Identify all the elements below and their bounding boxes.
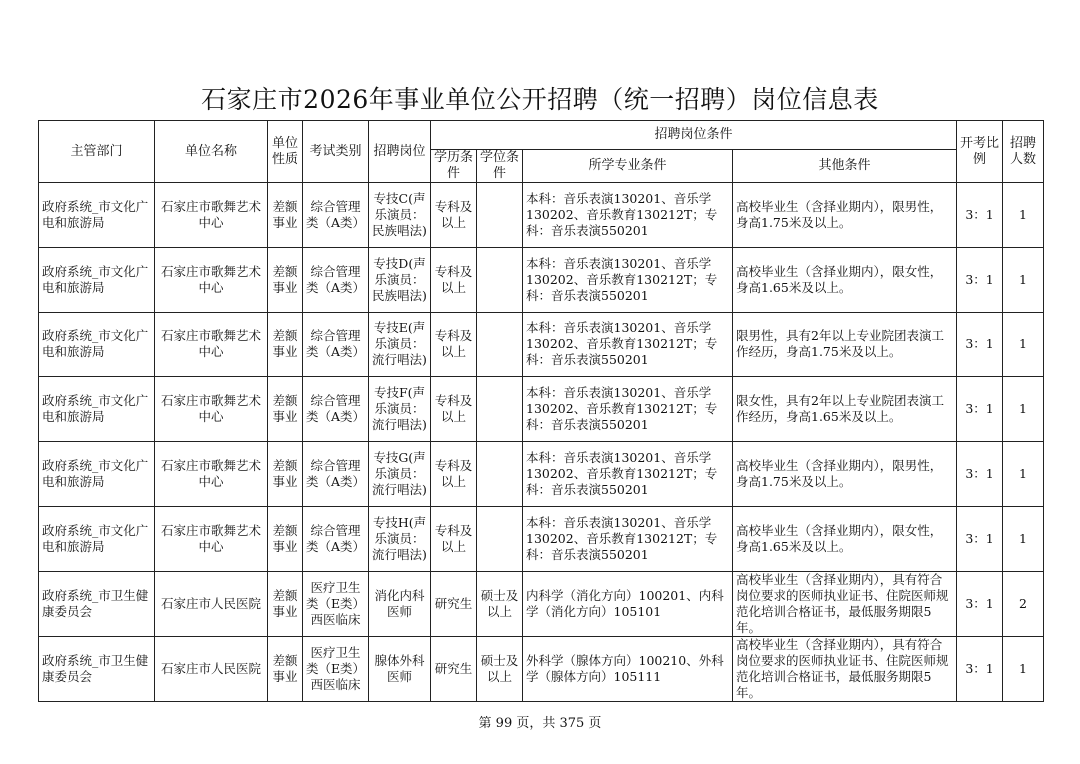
- position-cell: 腺体外科医师: [369, 636, 431, 701]
- header-position: 招聘岗位: [369, 121, 431, 183]
- ratio-cell: 3：1: [957, 377, 1003, 442]
- unit-cell: 石家庄市歌舞艺术中心: [155, 506, 268, 571]
- ratio-cell: 3：1: [957, 442, 1003, 507]
- edu-cell: 专科及以上: [431, 377, 477, 442]
- major-cell: 本科：音乐表演130201、音乐学130202、音乐教育130212T；专科：音乐表演550201: [523, 442, 733, 507]
- unit-cell: 石家庄市歌舞艺术中心: [155, 183, 268, 248]
- position-cell: 专技C(声乐演员：民族唱法): [369, 183, 431, 248]
- unit-cell: 石家庄市歌舞艺术中心: [155, 377, 268, 442]
- count-cell: 2: [1003, 571, 1044, 636]
- header-edu: 学历条件: [431, 150, 477, 183]
- count-cell: 1: [1003, 506, 1044, 571]
- header-count: 招聘人数: [1003, 121, 1044, 183]
- count-cell: 1: [1003, 312, 1044, 377]
- unit-cell: 石家庄市人民医院: [155, 636, 268, 701]
- exam-cell: 综合管理类（A类）: [303, 442, 369, 507]
- dept-cell: 政府系统_市文化广电和旅游局: [39, 247, 155, 312]
- major-cell: 本科：音乐表演130201、音乐学130202、音乐教育130212T；专科：音乐表演550201: [523, 183, 733, 248]
- count-cell: 1: [1003, 442, 1044, 507]
- header-other: 其他条件: [733, 150, 957, 183]
- table-row: [39, 636, 1044, 701]
- count-cell: 1: [1003, 636, 1044, 701]
- degree-cell: 硕士及以上: [477, 571, 523, 636]
- dept-cell: 政府系统_市文化广电和旅游局: [39, 442, 155, 507]
- ratio-cell: 3：1: [957, 183, 1003, 248]
- edu-cell: 研究生: [431, 571, 477, 636]
- position-cell: 专技D(声乐演员：民族唱法): [369, 247, 431, 312]
- other-cell: 高校毕业生（含择业期内），限女性，身高1.65米及以上。: [733, 247, 957, 312]
- major-cell: 本科：音乐表演130201、音乐学130202、音乐教育130212T；专科：音乐表演550201: [523, 312, 733, 377]
- nature-cell: 差额事业: [268, 312, 303, 377]
- degree-cell: 硕士及以上: [477, 636, 523, 701]
- degree-cell: [477, 183, 523, 248]
- edu-cell: 研究生: [431, 636, 477, 701]
- exam-cell: 综合管理类（A类）: [303, 247, 369, 312]
- table-body: [39, 183, 1044, 702]
- edu-cell: 专科及以上: [431, 247, 477, 312]
- nature-cell: 差额事业: [268, 247, 303, 312]
- count-cell: 1: [1003, 183, 1044, 248]
- dept-cell: 政府系统_市文化广电和旅游局: [39, 377, 155, 442]
- ratio-cell: 3：1: [957, 636, 1003, 701]
- major-cell: 本科：音乐表演130201、音乐学130202、音乐教育130212T；专科：音乐表演550201: [523, 377, 733, 442]
- other-cell: 高校毕业生（含择业期内），具有符合岗位要求的医师执业证书、住院医师规范化培训合格证书，最低服务期限5年。: [733, 636, 957, 701]
- edu-cell: 专科及以上: [431, 312, 477, 377]
- header-dept: 主管部门: [39, 121, 155, 183]
- edu-cell: 专科及以上: [431, 183, 477, 248]
- major-cell: 本科：音乐表演130201、音乐学130202、音乐教育130212T；专科：音乐表演550201: [523, 506, 733, 571]
- header-degree: 学位条件: [477, 150, 523, 183]
- position-cell: 专技E(声乐演员：流行唱法): [369, 312, 431, 377]
- position-cell: 专技G(声乐演员：流行唱法): [369, 442, 431, 507]
- table-row: [39, 442, 1044, 507]
- ratio-cell: 3：1: [957, 247, 1003, 312]
- recruitment-table: [38, 120, 1044, 702]
- major-cell: 本科：音乐表演130201、音乐学130202、音乐教育130212T；专科：音乐表演550201: [523, 247, 733, 312]
- ratio-cell: 3：1: [957, 506, 1003, 571]
- dept-cell: 政府系统_市卫生健康委员会: [39, 636, 155, 701]
- table-header-row: [39, 121, 1044, 150]
- table-row: [39, 506, 1044, 571]
- position-cell: 消化内科医师: [369, 571, 431, 636]
- header-ratio: 开考比例: [957, 121, 1003, 183]
- nature-cell: 差额事业: [268, 571, 303, 636]
- exam-cell: 综合管理类（A类）: [303, 506, 369, 571]
- edu-cell: 专科及以上: [431, 442, 477, 507]
- header-conditions: 招聘岗位条件: [431, 121, 957, 150]
- exam-cell: 医疗卫生类（E类）西医临床: [303, 636, 369, 701]
- nature-cell: 差额事业: [268, 636, 303, 701]
- other-cell: 限男性，具有2年以上专业院团表演工作经历，身高1.75米及以上。: [733, 312, 957, 377]
- unit-cell: 石家庄市歌舞艺术中心: [155, 247, 268, 312]
- nature-cell: 差额事业: [268, 377, 303, 442]
- page-footer: 第 99 页，共 375 页: [478, 716, 602, 731]
- major-cell: 内科学（消化方向）100201、内科学（消化方向）105101: [523, 571, 733, 636]
- header-major: 所学专业条件: [523, 150, 733, 183]
- unit-cell: 石家庄市歌舞艺术中心: [155, 442, 268, 507]
- table-row: [39, 571, 1044, 636]
- table-row: [39, 183, 1044, 248]
- position-cell: 专技F(声乐演员：流行唱法): [369, 377, 431, 442]
- dept-cell: 政府系统_市文化广电和旅游局: [39, 183, 155, 248]
- unit-cell: 石家庄市歌舞艺术中心: [155, 312, 268, 377]
- other-cell: 高校毕业生（含择业期内），限女性，身高1.65米及以上。: [733, 506, 957, 571]
- degree-cell: [477, 506, 523, 571]
- table-row: [39, 312, 1044, 377]
- edu-cell: 专科及以上: [431, 506, 477, 571]
- header-exam: 考试类别: [303, 121, 369, 183]
- major-cell: 外科学（腺体方向）100210、外科学（腺体方向）105111: [523, 636, 733, 701]
- other-cell: 高校毕业生（含择业期内），限男性，身高1.75米及以上。: [733, 183, 957, 248]
- exam-cell: 医疗卫生类（E类）西医临床: [303, 571, 369, 636]
- position-cell: 专技H(声乐演员：流行唱法): [369, 506, 431, 571]
- nature-cell: 差额事业: [268, 506, 303, 571]
- other-cell: 高校毕业生（含择业期内），具有符合岗位要求的医师执业证书、住院医师规范化培训合格证书，最低服务期限5年。: [733, 571, 957, 636]
- ratio-cell: 3：1: [957, 571, 1003, 636]
- degree-cell: [477, 377, 523, 442]
- ratio-cell: 3：1: [957, 312, 1003, 377]
- count-cell: 1: [1003, 377, 1044, 442]
- degree-cell: [477, 247, 523, 312]
- degree-cell: [477, 312, 523, 377]
- page-title: 石家庄市2026年事业单位公开招聘（统一招聘）岗位信息表: [201, 85, 879, 114]
- other-cell: 限女性，具有2年以上专业院团表演工作经历，身高1.65米及以上。: [733, 377, 957, 442]
- exam-cell: 综合管理类（A类）: [303, 312, 369, 377]
- other-cell: 高校毕业生（含择业期内），限男性，身高1.75米及以上。: [733, 442, 957, 507]
- unit-cell: 石家庄市人民医院: [155, 571, 268, 636]
- count-cell: 1: [1003, 247, 1044, 312]
- exam-cell: 综合管理类（A类）: [303, 183, 369, 248]
- dept-cell: 政府系统_市文化广电和旅游局: [39, 312, 155, 377]
- table-row: [39, 247, 1044, 312]
- header-nature: 单位性质: [268, 121, 303, 183]
- exam-cell: 综合管理类（A类）: [303, 377, 369, 442]
- dept-cell: 政府系统_市卫生健康委员会: [39, 571, 155, 636]
- degree-cell: [477, 442, 523, 507]
- dept-cell: 政府系统_市文化广电和旅游局: [39, 506, 155, 571]
- header-unit: 单位名称: [155, 121, 268, 183]
- nature-cell: 差额事业: [268, 442, 303, 507]
- table-row: [39, 377, 1044, 442]
- nature-cell: 差额事业: [268, 183, 303, 248]
